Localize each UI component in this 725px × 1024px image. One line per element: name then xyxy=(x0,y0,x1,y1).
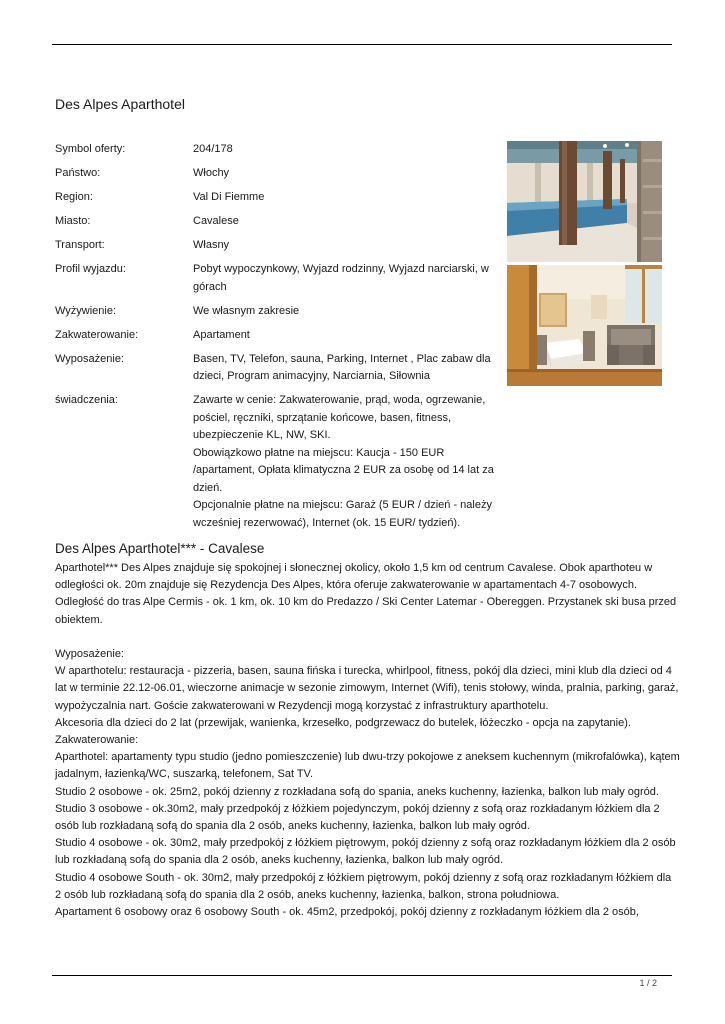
detail-value xyxy=(193,392,497,532)
detail-value: Basen, TV, Telefon, sauna, Parking, Internet , Plac zabaw dla dzieci, Program animacyjny, Narciarnia, Siłownia xyxy=(193,352,491,382)
detail-value: 204/178 xyxy=(193,143,233,155)
detail-row xyxy=(55,189,500,207)
detail-row xyxy=(55,327,500,345)
page-number: 1 / 2 xyxy=(639,978,657,988)
detail-value: Apartament xyxy=(193,328,250,341)
detail-label: Zakwaterowanie: xyxy=(55,328,139,341)
detail-value: Własny xyxy=(193,239,230,251)
paragraph: Zakwaterowanie: xyxy=(55,734,139,747)
paragraph: Apartament 6 osobowy oraz 6 osobowy South - ok. 45m2, przedpokój, pokój dzienny z rozkładanym łóżkiem dla 2 osób, xyxy=(55,906,639,919)
paragraph: Studio 3 osobowe - ok.30m2, mały przedpokój z łóżkiem pojedynczym, pokój dzienny z sofą oraz rozkładanym łóżkiem dla 2 osób lub rozkładaną sofą do spania dla 2 osób, aneks kuchenny, łazienka, balkon lub mały ogród. xyxy=(55,802,660,833)
paragraph: Wyposażenie: xyxy=(55,648,124,661)
detail-row xyxy=(55,351,500,386)
description-body xyxy=(55,560,680,921)
paragraph-spacer xyxy=(55,629,680,646)
paragraph: Studio 4 osobowe - ok. 30m2, mały przedpokój z łóżkiem piętrowym, pokój dzienny z sofą oraz rozkładanym łóżkiem dla 2 osób lub rozkładaną sofą do spania dla 2 osób, aneks kuchenny, łazienka, balkon lub mały ogród. xyxy=(55,837,676,867)
offer-details xyxy=(55,141,500,539)
detail-row xyxy=(55,392,500,532)
section-heading: Des Alpes Aparthotel*** - Cavalese xyxy=(55,541,265,556)
detail-value: Val Di Fiemme xyxy=(193,191,265,203)
bottom-rule xyxy=(52,975,672,976)
pool-photo xyxy=(507,141,662,262)
detail-value: Cavalese xyxy=(193,215,239,227)
detail-row xyxy=(55,261,500,296)
detail-label: świadczenia: xyxy=(55,394,118,406)
detail-value: We własnym zakresie xyxy=(193,304,300,317)
detail-label: Miasto: xyxy=(55,215,91,227)
photo-column xyxy=(507,141,662,386)
top-rule xyxy=(52,44,672,45)
paragraph: Studio 4 osobowe South - ok. 30m2, mały przedpokój z łóżkiem piętrowym, pokój dzienny z sofą oraz rozkładanym łóżkiem dla 2 osób lub rozkładaną sofą do spania dla 2 osób, aneks kuchenny, łazienka, balkon, strona południowa. xyxy=(55,871,672,901)
detail-row xyxy=(55,213,500,231)
detail-value: Włochy xyxy=(193,167,230,179)
detail-label: Wyposażenie: xyxy=(55,352,124,365)
detail-label: Transport: xyxy=(55,239,105,251)
page-title: Des Alpes Aparthotel xyxy=(55,96,185,112)
detail-label: Profil wyjazdu: xyxy=(55,263,126,275)
paragraph: Aparthotel*** Des Alpes znajduje się spokojnej i słonecznej okolicy, około 1,5 km od centrum Cavalese. Obok aparthoteu w odległości ok. 20m znajduje się Rezydencja Des Alpes, która oferuje zakwaterowanie w apartamentach 4-7 osobowych. Odległość do tras Alpe Cermis - ok. 1 km, ok. 10 km do Predazzo / Ski Center Latemar - Obereggen. Przystanek ski busa przed obiektem. xyxy=(55,562,677,626)
detail-label: Symbol oferty: xyxy=(55,143,126,155)
detail-row xyxy=(55,165,500,183)
paragraph: W aparthotelu: restauracja - pizzeria, basen, sauna fińska i turecka, whirlpool, fitness, pokój dla dzieci, mini klub dla dzieci od 4 lat w terminie 22.12-06.01, wieczorne animacje w sezonie zimowym, Internet (Wifi), tenis stołowy, winda, pralnia, parking, garaż, wypożyczalnia nart. Goście zakwaterowani w Rezydencji mogą korzystać z infrastruktury aparthotelu. xyxy=(55,665,679,712)
paragraph: Akcesoria dla dzieci do 2 lat (przewijak, wanienka, krzesełko, podgrzewacz do butelek, łóżeczko - opcja na zapytanie). xyxy=(55,716,631,729)
paragraph: Studio 2 osobowe - ok. 25m2, pokój dzienny z rozkładana sofą do spania, aneks kuchenny, łazienka, balkon lub mały ogród. xyxy=(55,785,659,798)
detail-value: Pobyt wypoczynkowy, Wyjazd rodzinny, Wyjazd narciarski, w górach xyxy=(193,263,489,293)
services-mandatory: Obowiązkowo płatne na miejscu: Kaucja - 150 EUR /apartament, Opłata klimatyczna 2 EUR za osobę od 14 lat za dzień. xyxy=(193,446,494,494)
apartment-photo xyxy=(507,265,662,386)
detail-label: Wyżywienie: xyxy=(55,304,117,317)
detail-row xyxy=(55,237,500,255)
detail-label: Region: xyxy=(55,191,93,203)
detail-row xyxy=(55,303,500,321)
services-optional: Opcjonalnie płatne na miejscu: Garaż (5 EUR / dzień - należy wcześniej rezerwować), Internet (ok. 15 EUR/ tydzień). xyxy=(193,499,492,529)
detail-row xyxy=(55,141,500,159)
paragraph: Aparthotel: apartamenty typu studio (jedno pomieszczenie) lub dwu-trzy pokojowe z aneksem kuchennym (mikrofalówka), kątem jadalnym, łazienką/WC, suszarką, telefonem, Sat TV. xyxy=(55,751,680,781)
detail-label: Państwo: xyxy=(55,167,101,179)
services-included: Zawarte w cenie: Zakwaterowanie, prąd, woda, ogrzewanie, pościel, ręczniki, sprzątanie końcowe, basen, fitness, ubezpieczenie KL, NW, SKI. xyxy=(193,394,486,441)
